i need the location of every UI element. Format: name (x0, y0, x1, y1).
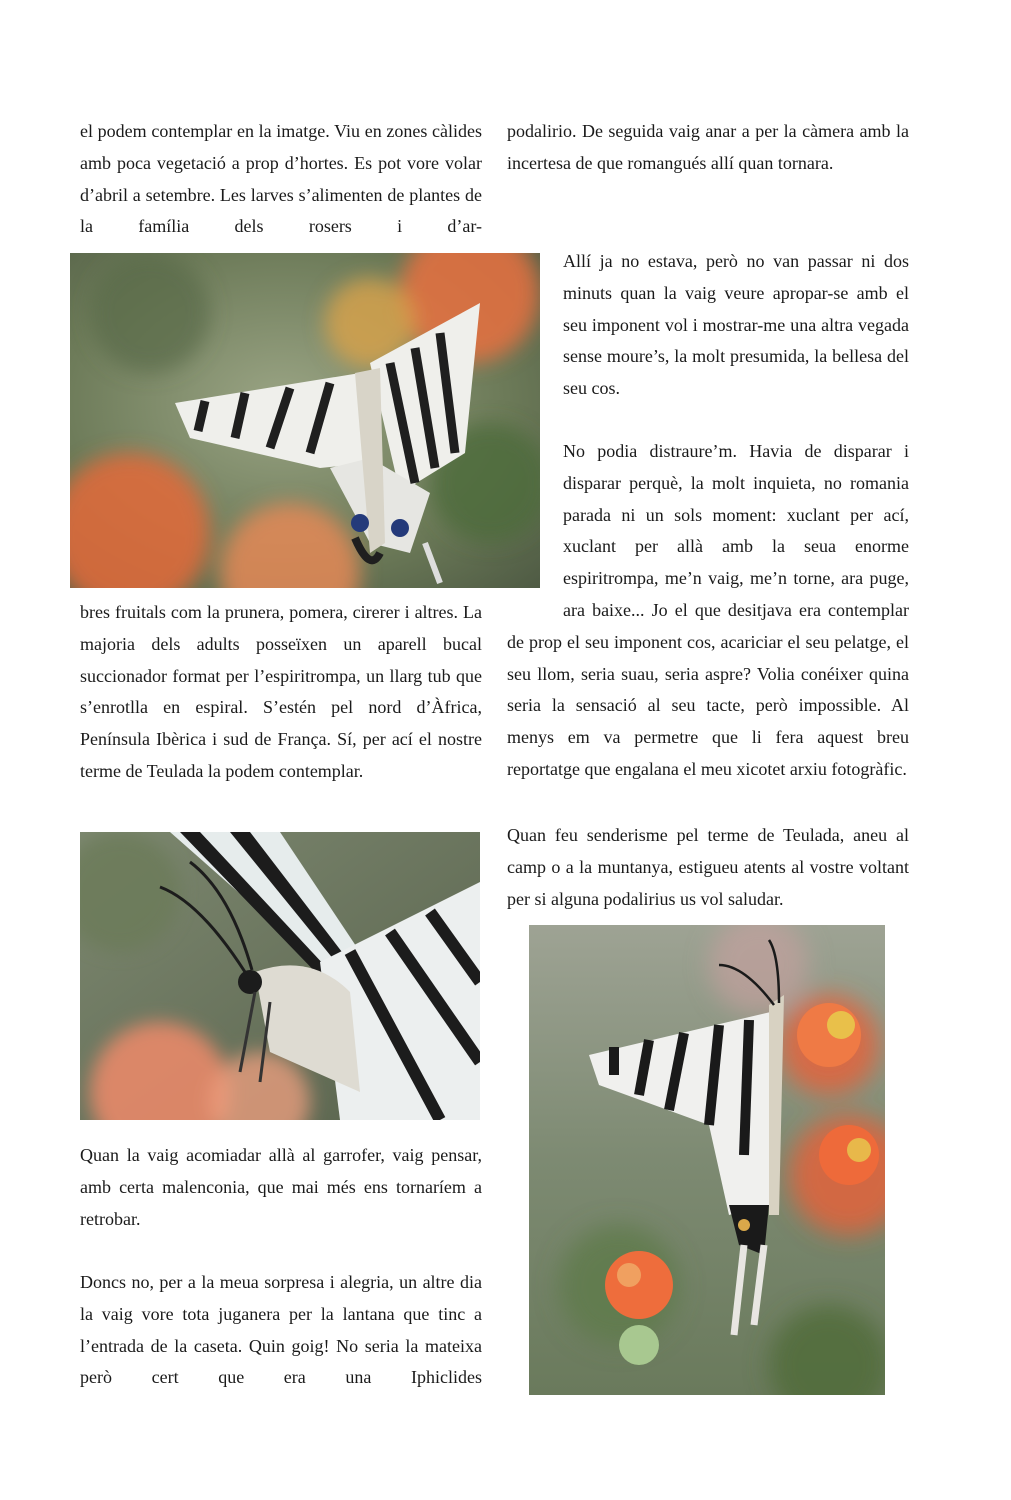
right-paragraph-2: Allí ja no estava, però no van passar ni dos minuts quan la vaig veure apropar-se amb el seu imponent vol i mostrar-me una altra vegada sense moure’s, la molt presumida, la bellesa del seu cos. (563, 251, 909, 399)
left-paragraph-1: el podem contemplar en la imatge. Viu en zones càlides amb poca vegetació a prop d’hortes. Es pot vore volar d’abril a setembre. Les larves s’alimenten de plantes de la família dels rosers i d’ar- (80, 121, 482, 237)
left-paragraph-3: Quan la vaig acomiadar allà al garrofer, vaig pensar, amb certa malenconia, que mai més ens tornaríem a retrobar. (80, 1145, 482, 1229)
left-paragraph-2: bres fruitals com la prunera, pomera, cirerer i altres. La majoria dels adults posseïxen un aparell bucal succionador format per l’espiritrompa, un llarg tub que s’enrotlla en espiral. S’estén pel nord d’Àfrica, Península Ibèrica i sud de França. Sí, per ací el nostre terme de Teulada la podem contemplar. (80, 602, 482, 781)
right-paragraph-3-text: No podia distraure’m. Havia de disparar i disparar perquè, la molt inquieta, no romania parada ni un sols moment: xuclant per ací, xuclant per allà amb la seua enorme espiritrompa, me’n vaig, me’n torne, ara puge, ara baixe... Jo el que desitjava era contemplar de prop el seu imponent cos, acariciar el seu pelatge, el seu llom, seria suau, seria aspre? Volia conéixer quina seria la sensació al seu tacte, però impossible. Al menys em va permetre que li fera aquest breu reportatge que engalana el meu xicotet arxiu fotogràfic. (507, 441, 909, 779)
float-spacer (507, 436, 563, 596)
photo-butterfly-open-wings (70, 253, 540, 588)
left-paragraph-4: Doncs no, per a la meua sorpresa i alegria, un altre dia la vaig vore tota juganera per la lantana que tinc a l’entrada de la caseta. Quin goig! No seria la mateixa però cert que era una Iphiclides (80, 1272, 482, 1388)
right-paragraph-3 (507, 436, 909, 820)
photo-butterfly-closeup (80, 832, 480, 1120)
photo-butterfly-side-view (529, 925, 885, 1395)
right-paragraph-1: podalirio. De seguida vaig anar a per la càmera amb la incertesa de que romangués allí quan tornara. (507, 121, 909, 173)
right-paragraph-4: Quan feu senderisme pel terme de Teulada, aneu al camp o a la muntanya, estigueu atents al vostre voltant per si alguna podalirius us vol saludar. (507, 825, 909, 909)
